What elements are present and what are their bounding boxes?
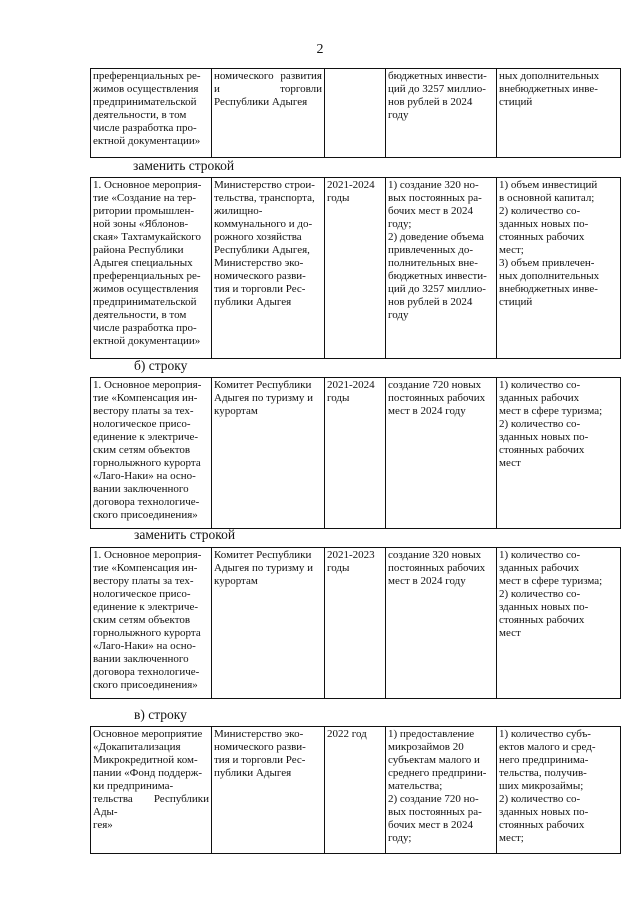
heading-v-row: в) строку — [134, 707, 187, 722]
executor-cell: Министерство эко- номического разви- тия и торговли Рес- публики Адыгея — [212, 727, 325, 854]
results-cell: бюджетных инвести- ций до 3257 миллио- нов рублей в 2024 году — [386, 69, 497, 158]
indicators-cell: 1) количество со- зданных рабочих мест в сфере туризма; 2) количество со- зданных новых по- стоянных рабочих мест — [497, 378, 621, 529]
table-v-row — [90, 726, 621, 854]
indicators-cell: 1) количество субъ- ектов малого и сред- него предпринима- тельства, получив- ших микрозаймы; 2) количество со- зданных новых по- стоянных рабочих мест; — [497, 727, 621, 854]
executor-cell: Комитет Республики Адыгея по туризму и курортам — [212, 378, 325, 529]
table-row — [91, 727, 621, 854]
years-cell: 2021-2024 годы — [325, 178, 386, 359]
years-cell: 2021-2023 годы — [325, 548, 386, 699]
heading-replace-2: заменить строкой — [134, 527, 236, 542]
indicators-cell: 1) количество со- зданных рабочих мест в сфере туризма; 2) количество со- зданных новых по- стоянных рабочих мест — [497, 548, 621, 699]
executor-cell: Министерство строи- тельства, транспорта, жилищно- коммунального и до- рожного хозяйства Республики Адыгея, Министерство эко- номического разви- тия и торговли Рес- публики Адыгея — [212, 178, 325, 359]
executor-cell: Комитет Республики Адыгея по туризму и курортам — [212, 548, 325, 699]
years-cell: 2022 год — [325, 727, 386, 854]
years-cell — [325, 69, 386, 158]
activity-cell: преференциальных ре- жимов осуществления предпринимательской деятельности, в том числе разработка про- ектной документации» — [91, 69, 212, 158]
indicators-cell: 1) объем инвестиций в основной капитал; 2) количество со- зданных новых по- стоянных рабочих мест; 3) объем привлечен- ных дополнительных внебюджетных инве- стиций — [497, 178, 621, 359]
results-cell: 1) предоставление микрозаймов 20 субъектам малого и среднего предприни- мательства; 2) создание 720 но- вых постоянных ра- бочих мест в 2024 году; — [386, 727, 497, 854]
table-fragment-top — [90, 68, 621, 158]
heading-replace-1: заменить строкой — [133, 158, 235, 173]
table-b-row — [90, 377, 621, 529]
indicators-cell: ных дополнительных внебюджетных инве- стиций — [497, 69, 621, 158]
results-cell: создание 720 новых постоянных рабочих мест в 2024 году — [386, 378, 497, 529]
activity-cell: 1. Основное мероприя- тие «Компенсация ин- вестору платы за тех- нологическое присо- единение к электриче- ским сетям объектов горнолыжного курорта «Лаго-Наки» на осно- вании заключенного договора технологиче- ского присоединения» — [91, 378, 212, 529]
table-row — [91, 378, 621, 529]
page-number: 2 — [316, 42, 324, 57]
results-cell: 1) создание 320 но- вых постоянных ра- бочих мест в 2024 году; 2) доведение объема привлеченных до- полнительных вне- бюджетных инвести- ций до 3257 миллио- нов рублей в 2024 году — [386, 178, 497, 359]
activity-cell: 1. Основное мероприя- тие «Компенсация ин- вестору платы за тех- нологическое присо- единение к электриче- ским сетям объектов горнолыжного курорта «Лаго-Наки» на осно- вании заключенного договора технологиче- ского присоединения» — [91, 548, 212, 699]
activity-cell: Основное мероприятие «Докапитализация Микрокредитной ком- пании «Фонд поддерж- ки предпринима- тельства Республики Ады- гея» — [91, 727, 212, 854]
table-replacement-2 — [90, 547, 621, 699]
heading-b-row: б) строку — [134, 358, 188, 373]
table-row — [91, 178, 621, 359]
table-replacement-1 — [90, 177, 621, 359]
table-row — [91, 548, 621, 699]
table-row — [91, 69, 621, 158]
years-cell: 2021-2024 годы — [325, 378, 386, 529]
executor-cell: номического развития и торговли Республики Адыгея — [212, 69, 325, 158]
results-cell: создание 320 новых постоянных рабочих мест в 2024 году — [386, 548, 497, 699]
activity-cell: 1. Основное мероприя- тие «Создание на тер- ритории промышлен- ной зоны «Яблонов- ская» Тахтамукайского района Республики Адыгея специальных преференциальных ре- жимов осуществления предпринимательской деятельности, в том числе разработка про- ектной документации» — [91, 178, 212, 359]
